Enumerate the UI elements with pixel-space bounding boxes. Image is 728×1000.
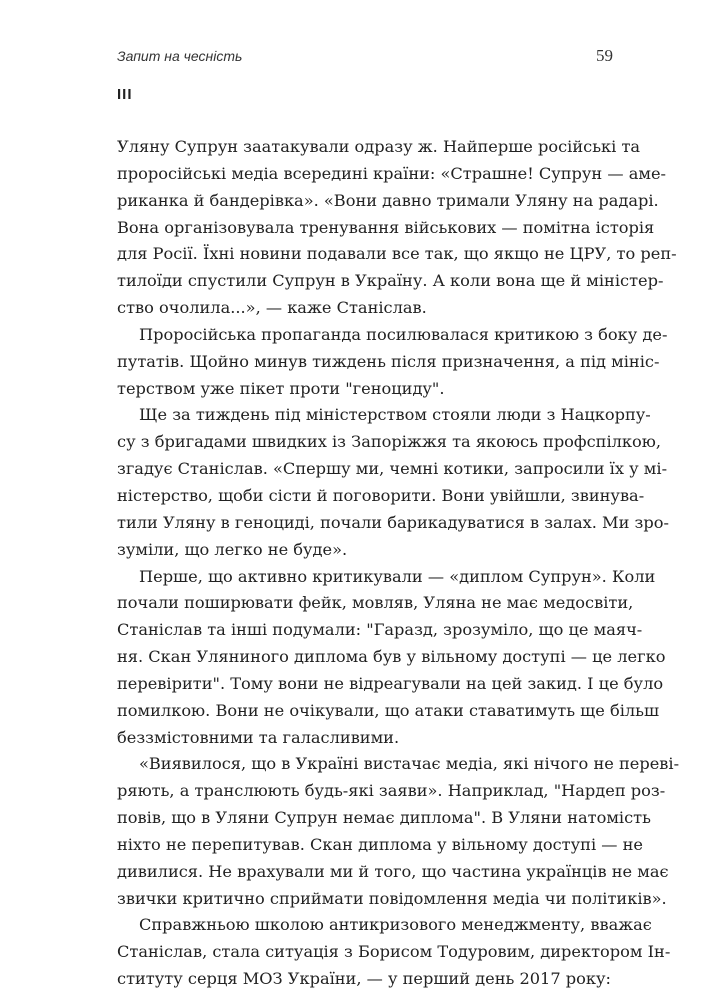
text-line: для Росії. Їхні новини подавали все так, що якщо не ЦРУ, то реп- [117,244,677,264]
text-line: беззмістовними та галасливими. [117,727,400,747]
text-line: ство очолила...», — каже Станіслав. [117,298,427,318]
text-line: Справжньою школою антикризового менеджменту, вважає [139,915,652,935]
text-line: ституту серця МОЗ України, — у перший день 2017 року: [117,969,611,989]
page-number: 59 [596,46,613,65]
text-line: Уляну Супрун заатакували одразу ж. Найперше російські та [117,137,641,156]
text-line: помилкою. Вони не очікували, що атаки ставатимуть ще більш [117,700,660,720]
text-line: ня. Скан Уляниного диплома був у вільному доступі — це легко [117,647,666,667]
text-line: перевірити". Тому вони не відреагували на цей закид. І це було [117,673,664,693]
text-line: Вона організовувала тренування військових — помітна історія [117,217,655,237]
text-line: Станіслав, стала ситуація з Борисом Тодуровим, директором Ін- [117,942,671,962]
text-line: «Виявилося, що в Україні вистачає медіа, які нічого не переві- [139,754,680,774]
text-line: тилоїди спустили Супрун в Україну. А коли вона ще й міністер- [117,271,664,291]
text-line: су з бригадами швидких із Запоріжжя та якоюсь профспілкою, [117,432,662,452]
text-line: Проросійська пропаганда посилювалася критикою з боку де- [139,324,668,344]
text-line: ніхто не перепитував. Скан диплома у вільному доступі — не [117,834,643,854]
body-text [117,134,680,993]
text-line: риканка й бандерівка». «Вони давно тримали Уляну на радарі. [117,190,659,210]
text-line: Ще за тиждень під міністерством стояли люди з Нацкорпу- [139,405,651,425]
text-line: ністерство, щоби сісти й поговорити. Вони увійшли, звинува- [117,485,645,505]
text-line: Станіслав та інші подумали: "Гаразд, зрозуміло, що це маяч- [117,620,643,640]
text-line: дивилися. Не врахували ми й того, що частина українців не має [117,861,669,881]
text-line: звички критично сприймати повідомлення медіа чи політиків». [117,888,667,908]
text-line: зуміли, що легко не буде». [117,539,348,559]
text-line: терством уже пікет проти "геноциду". [117,378,445,398]
text-line: проросійські медіа всередині країни: «Страшне! Супрун — аме- [117,163,666,183]
text-line: Перше, що активно критикували — «диплом Супрун». Коли [139,566,656,586]
text-line: почали поширювати фейк, мовляв, Уляна не має медосвіти, [117,593,634,613]
text-line: тили Уляну в геноциді, почали барикадуватися в залах. Ми зро- [117,512,669,532]
text-line: повів, що в Уляни Супрун немає диплома". В Уляни натомість [117,808,651,828]
running-head: Запит на чесність [117,48,243,64]
text-line: ряють, а транслюють будь-які заяви». Наприклад, "Нардеп роз- [117,781,666,801]
text-line: путатів. Щойно минув тиждень після призначення, а під мініс- [117,351,660,371]
text-line: згадує Станіслав. «Спершу ми, чемні котики, запросили їх у мі- [117,459,668,479]
section-mark: III [117,86,133,103]
